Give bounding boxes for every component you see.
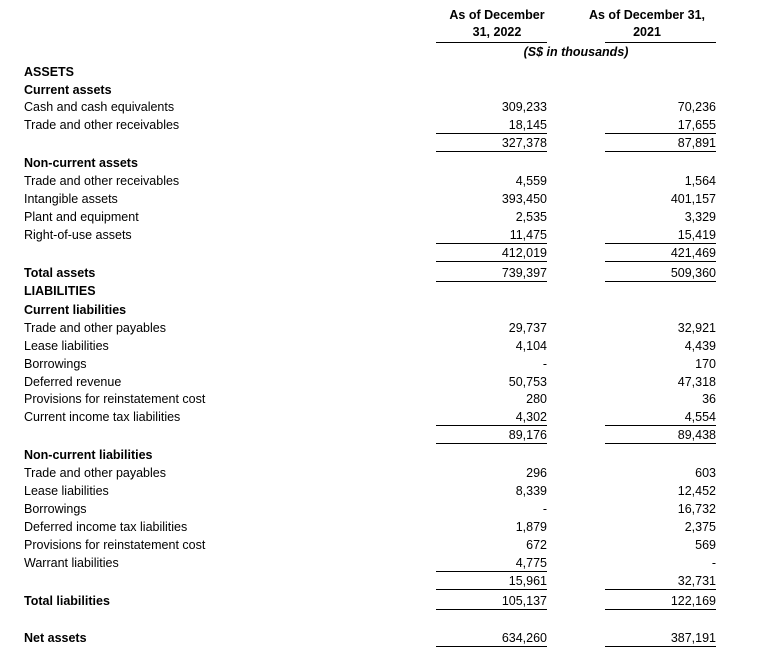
table-row: [0, 464, 777, 482]
value-2021: 87,891: [605, 134, 716, 152]
column-header-2022: [436, 7, 558, 41]
value-2021: 603: [695, 466, 716, 480]
value-2022: 280: [526, 392, 547, 406]
value-2022: 1,879: [515, 520, 547, 534]
table-row: [0, 98, 777, 116]
value-2021: -: [711, 556, 716, 570]
value-2022: 634,260: [436, 629, 547, 647]
row-label: Provisions for reinstatement cost: [24, 392, 206, 406]
value-2022: 4,775: [436, 554, 547, 572]
value-2021: 1,564: [684, 174, 716, 188]
table-row: [0, 337, 777, 355]
row-label: Non-current assets: [24, 156, 138, 170]
table-row: [0, 172, 777, 190]
value-2022: 4,302: [436, 408, 547, 426]
row-label: Borrowings: [24, 357, 87, 371]
value-2022: 11,475: [436, 226, 547, 244]
row-label: Non-current liabilities: [24, 448, 153, 462]
row-label: Provisions for reinstatement cost: [24, 538, 206, 552]
value-2022: 29,737: [508, 321, 547, 335]
table-row: [0, 592, 777, 610]
row-label: Borrowings: [24, 502, 87, 516]
column-header-2022-line2: 31, 2022: [472, 25, 522, 39]
value-2021: 12,452: [677, 484, 716, 498]
value-2021: 32,921: [677, 321, 716, 335]
table-row: [0, 301, 777, 319]
table-row: [0, 134, 777, 152]
column-header-2022-rule: [436, 42, 547, 43]
value-2022: 393,450: [501, 192, 547, 206]
table-row: [0, 390, 777, 408]
table-row: [0, 244, 777, 262]
value-2022: 8,339: [515, 484, 547, 498]
column-header-2021: [578, 7, 716, 41]
value-2022: -: [542, 357, 547, 371]
value-2021: 4,439: [684, 339, 716, 353]
row-label: Intangible assets: [24, 192, 118, 206]
table-row: [0, 500, 777, 518]
row-label: Deferred revenue: [24, 375, 122, 389]
row-label: LIABILITIES: [24, 284, 96, 298]
column-header-2021-rule: [605, 42, 716, 43]
table-row: [0, 226, 777, 244]
value-2021: 387,191: [605, 629, 716, 647]
value-2022: 309,233: [501, 100, 547, 114]
value-2021: 2,375: [684, 520, 716, 534]
table-row: [0, 554, 777, 572]
row-label: Trade and other payables: [24, 321, 166, 335]
value-2021: 15,419: [605, 226, 716, 244]
row-label: Current assets: [24, 83, 112, 97]
value-2021: 170: [695, 357, 716, 371]
table-row: [0, 536, 777, 554]
row-label: Trade and other receivables: [24, 118, 180, 132]
value-2022: 739,397: [436, 264, 547, 282]
row-label: Deferred income tax liabilities: [24, 520, 188, 534]
column-header-2021-line1: As of December 31,: [588, 8, 706, 22]
row-label: Current income tax liabilities: [24, 410, 181, 424]
table-row: [0, 208, 777, 226]
row-label: Right-of-use assets: [24, 228, 132, 242]
row-label: Warrant liabilities: [24, 556, 119, 570]
row-label: Lease liabilities: [24, 484, 109, 498]
table-row: [0, 408, 777, 426]
value-2021: 401,157: [670, 192, 716, 206]
table-row: [0, 154, 777, 172]
table-row: [0, 373, 777, 391]
value-2022: 327,378: [436, 134, 547, 152]
table-row: [0, 81, 777, 99]
value-2021: 16,732: [677, 502, 716, 516]
value-2022: 2,535: [515, 210, 547, 224]
value-2022: 4,559: [515, 174, 547, 188]
row-label: Lease liabilities: [24, 339, 109, 353]
table-row: [0, 355, 777, 373]
column-header-2022-line1: As of December: [449, 8, 545, 22]
value-2022: 4,104: [515, 339, 547, 353]
row-label: Total assets: [24, 266, 96, 280]
value-2022: 18,145: [436, 116, 547, 134]
value-2021: 569: [695, 538, 716, 552]
column-header-2021-line2: 2021: [633, 25, 661, 39]
value-2021: 47,318: [677, 375, 716, 389]
table-row: [0, 482, 777, 500]
row-label: Current liabilities: [24, 303, 127, 317]
value-2022: 105,137: [436, 592, 547, 610]
value-2021: 122,169: [605, 592, 716, 610]
value-2022: 296: [526, 466, 547, 480]
table-row: [0, 426, 777, 444]
value-2022: 672: [526, 538, 547, 552]
value-2021: 509,360: [605, 264, 716, 282]
value-2021: 32,731: [605, 572, 716, 590]
table-row: [0, 63, 777, 81]
row-label: Trade and other payables: [24, 466, 166, 480]
row-label: Cash and cash equivalents: [24, 100, 175, 114]
table-row: [0, 319, 777, 337]
row-label: Plant and equipment: [24, 210, 139, 224]
row-label: Trade and other receivables: [24, 174, 180, 188]
table-row: [0, 190, 777, 208]
row-label: ASSETS: [24, 65, 75, 79]
value-2021: 3,329: [684, 210, 716, 224]
value-2021: 421,469: [605, 244, 716, 262]
table-row: [0, 264, 777, 282]
value-2021: 4,554: [605, 408, 716, 426]
row-label: Total liabilities: [24, 594, 110, 608]
table-row: [0, 116, 777, 134]
units-note: (S$ in thousands): [523, 45, 629, 59]
value-2021: 17,655: [605, 116, 716, 134]
table-row: [0, 446, 777, 464]
value-2022: 15,961: [436, 572, 547, 590]
table-row: [0, 518, 777, 536]
value-2021: 89,438: [605, 426, 716, 444]
table-row: [0, 629, 777, 647]
value-2022: 50,753: [508, 375, 547, 389]
table-row: [0, 282, 777, 300]
row-label: Net assets: [24, 631, 87, 645]
value-2022: -: [542, 502, 547, 516]
value-2021: 36: [702, 392, 716, 406]
value-2022: 89,176: [436, 426, 547, 444]
table-row: [0, 572, 777, 590]
value-2021: 70,236: [677, 100, 716, 114]
value-2022: 412,019: [436, 244, 547, 262]
